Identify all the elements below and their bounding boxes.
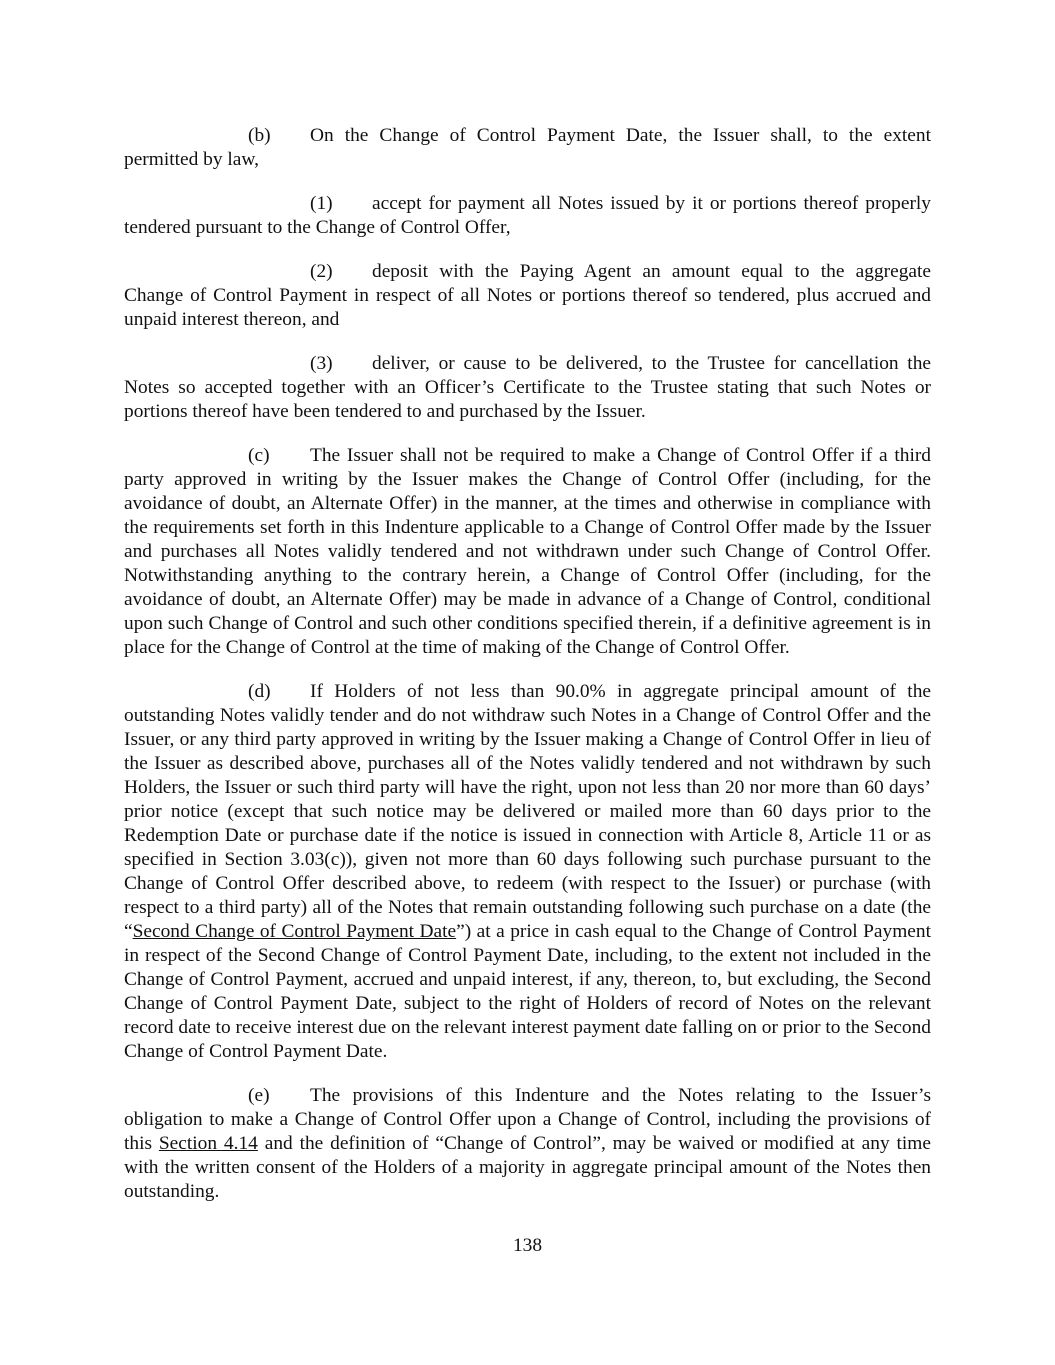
paragraph-d — [124, 680, 931, 1064]
paragraph-text: ”) at a price in cash equal to the Change of Control Payment in respect of the Second Change of Control Payment Date, including, to the extent not included in the Change of Control Payment, accrued and unpaid interest, if any, thereon, to, but excluding, the Second Change of Control Payment Date, subject to the right of Holders of record of Notes on the relevant record date to receive interest due on the relevant interest payment date falling on or prior to the Second Change of Control Payment Date. — [124, 921, 931, 1062]
paragraph-marker: (e) — [248, 1085, 270, 1106]
paragraph-marker: (3) — [310, 353, 333, 374]
paragraph-marker: (b) — [248, 125, 271, 146]
paragraph-c — [124, 444, 931, 660]
paragraph-text: If Holders of not less than 90.0% in aggregate principal amount of the outstanding Notes validly tender and do not withdraw such Notes in a Change of Control Offer and the Issuer, or any third party approved in writing by the Issuer making a Change of Control Offer in lieu of the Issuer as described above, purchases all of the Notes validly tendered and not withdrawn by such Holders, the Issuer or such third party will have the right, upon not less than 20 nor more than 60 days’ prior notice (except that such notice may be delivered or mailed more than 60 days prior to the Redemption Date or purchase date if the notice is issued in connection with Article 8, Article 11 or as specified in Section 3.03(c)), given not more than 60 days following such purchase pursuant to the Change of Control Offer described above, to redeem (with respect to the Issuer) or purchase (with respect to a third party) all of the Notes that remain outstanding following such purchase on a date (the “ — [124, 681, 931, 942]
page-number: 138 — [512, 1235, 543, 1256]
paragraph-text: On the Change of Control Payment Date, the Issuer shall, to the extent permitted by law, — [124, 125, 931, 170]
paragraph-text: The provisions of this Indenture and the Notes relating to the Issuer’s obligation to make a Change of Control Offer upon a Change of Control, including the provisions of this — [124, 1085, 931, 1154]
section-reference: Section 4.14 — [158, 1133, 258, 1154]
paragraph-marker: (c) — [248, 445, 270, 466]
paragraph-text: accept for payment all Notes issued by it or portions thereof properly tendered pursuant to the Change of Control Offer, — [124, 193, 931, 238]
paragraph-b — [124, 124, 931, 172]
paragraph-text: and the definition of “Change of Control”, may be waived or modified at any time with the written consent of the Holders of a majority in aggregate principal amount of the Notes then outstanding. — [124, 1133, 931, 1202]
paragraph-b-2 — [124, 260, 931, 332]
paragraph-e — [124, 1084, 931, 1204]
paragraph-text: deposit with the Paying Agent an amount equal to the aggregate Change of Control Payment in respect of all Notes or portions thereof so tendered, plus accrued and unpaid interest thereon, and — [124, 261, 931, 330]
paragraph-b-3 — [124, 352, 931, 424]
paragraph-marker: (d) — [248, 681, 271, 702]
paragraph-marker: (1) — [310, 193, 333, 214]
defined-term: Second Change of Control Payment Date — [132, 921, 457, 942]
document-page — [124, 124, 931, 1224]
paragraph-text: The Issuer shall not be required to make a Change of Control Offer if a third party approved in writing by the Issuer makes the Change of Control Offer (including, for the avoidance of doubt, an Alternate Offer) in the manner, at the times and otherwise in compliance with the requirements set forth in this Indenture applicable to a Change of Control Offer made by the Issuer and purchases all Notes validly tendered and not withdrawn under such Change of Control Offer. Notwithstanding anything to the contrary herein, a Change of Control Offer (including, for the avoidance of doubt, an Alternate Offer) may be made in advance of a Change of Control, conditional upon such Change of Control and such other conditions specified therein, if a definitive agreement is in place for the Change of Control at the time of making of the Change of Control Offer. — [124, 445, 931, 658]
paragraph-b-1 — [124, 192, 931, 240]
paragraph-text: deliver, or cause to be delivered, to the Trustee for cancellation the Notes so accepted together with an Officer’s Certificate to the Trustee stating that such Notes or portions thereof have been tendered to and purchased by the Issuer. — [124, 353, 931, 422]
paragraph-marker: (2) — [310, 261, 333, 282]
